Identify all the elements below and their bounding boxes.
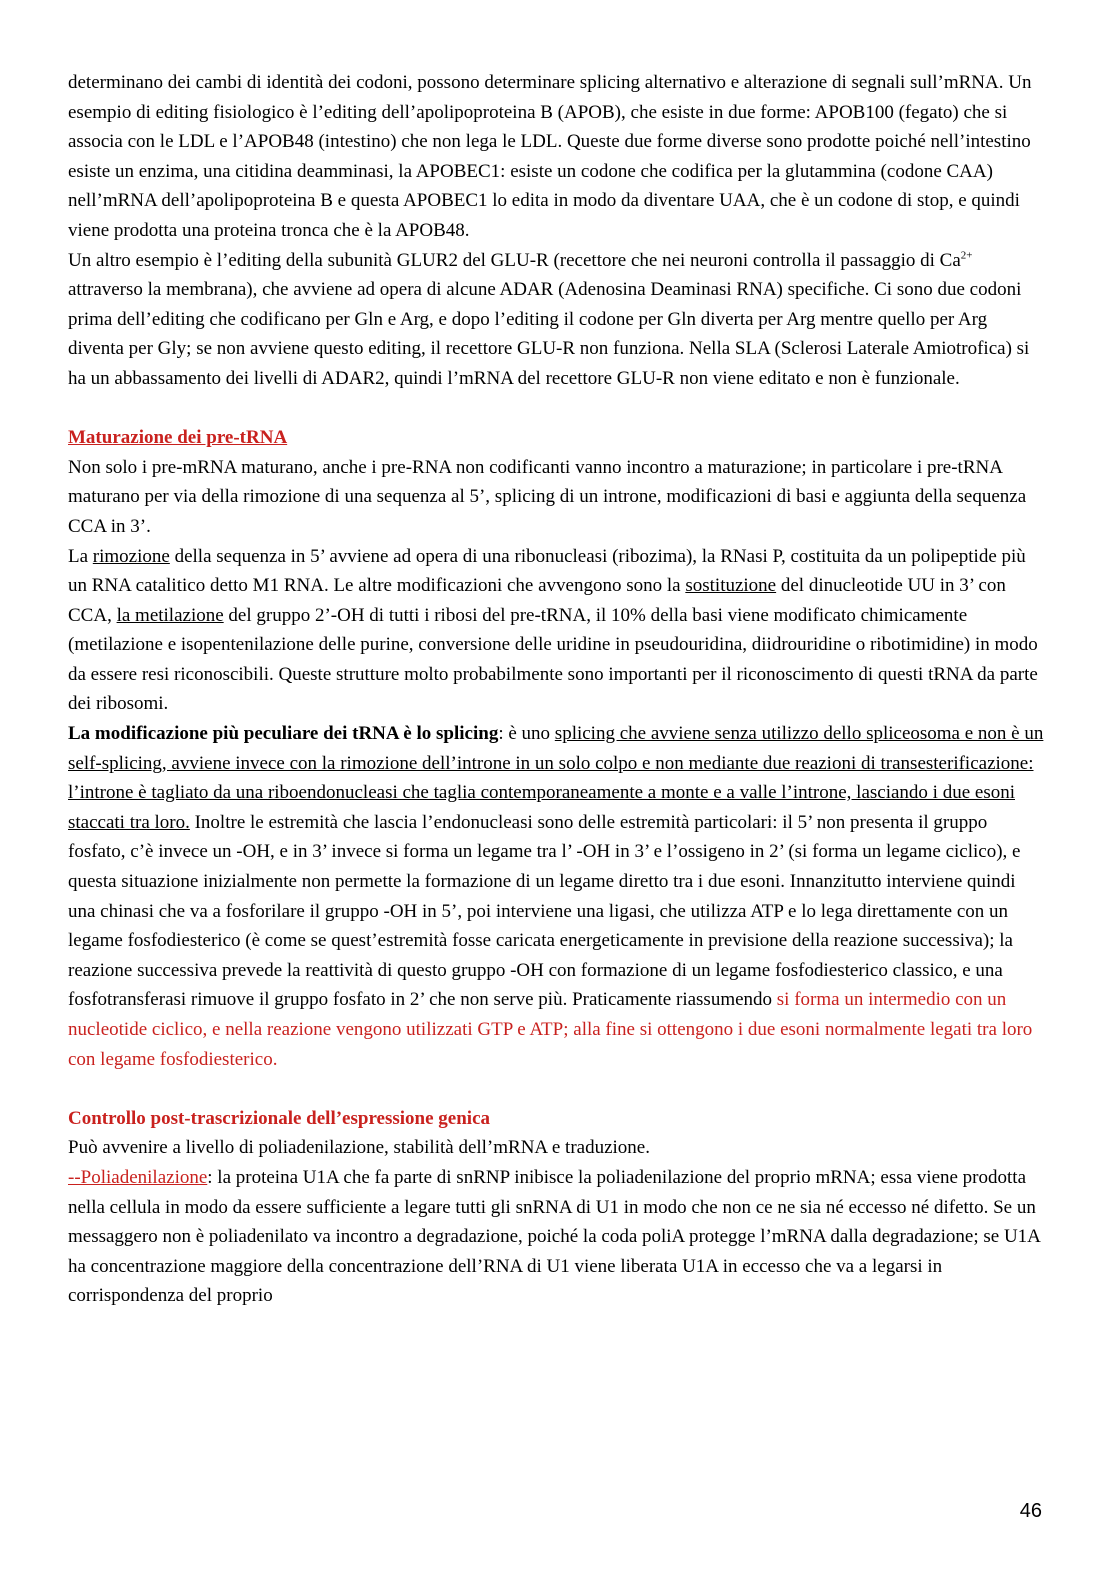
text: Inoltre le estremità che lascia l’endonucleasi sono delle estremità particolari: il 5’ non presenta il gruppo fosfato, c’è invece un -OH, e in 3’ invece si forma un legame tra l’ -OH in 3’ e l’ossigeno in 2’ (si forma un legame ciclico), e questa situazione inizialmente non permette la formazione di un legame diretto tra i due esoni. Innanzitutto interviene quindi una chinasi che va a fosforilare il gruppo -OH in 5’, poi interviene una ligasi, che utilizza ATP e lo lega direttamente con un legame fosfodiesterico (è come se quest’estremità fosse caricata energeticamente in previsione della reazione successiva); la reazione successiva prevede la reattività di questo gruppo -OH con formazione di un legame fosfodiesterico classico, e una fosfotransferasi rimuove il gruppo fosfato in 2’ che non serve più. Praticamente riassumendo — [68, 811, 1021, 1011]
highlighted-summary: si forma un intermedio con un nucleotide ciclico, e nella reazione vengono utilizzati GTP e ATP; alla fine si ottengono i due esoni normalmente legati tra loro con legame fosfodiesterico. — [68, 989, 1033, 1070]
underlined-term-sostituzione: sostituzione — [685, 575, 777, 597]
section-heading-post-transcriptional: Controllo post-trascrizionale dell’espressione genica — [68, 1107, 490, 1129]
section-heading-pre-trna: Maturazione dei pre-tRNA — [68, 427, 288, 449]
underlined-term-rimozione: rimozione — [92, 545, 170, 567]
paragraph-pre-trna-modifications — [68, 542, 1046, 720]
underlined-term-metilazione: la metilazione — [116, 604, 224, 626]
text: della sequenza in 5’ avviene ad opera di una ribonucleasi (ribozima), la RNasi P, costituita da un polipeptide più un RNA catalitico detto M1 RNA. Le altre modificazioni che avvengono sono la — [68, 545, 1026, 597]
document-page — [68, 68, 1046, 1311]
text: del gruppo 2’-OH di tutti i ribosi del pre-tRNA, il 10% della basi viene modificato chimicamente (metilazione e isopentenilazione delle purine, conversione delle uridine in pseudouridina, diidrouridine o ribotimidine) in modo da essere resi riconoscibili. Queste strutture molto probabilmente sono importanti per il riconoscimento di questi tRNA da parte dei ribosomi. — [68, 604, 1038, 715]
paragraph-pre-trna-intro: Non solo i pre-mRNA maturano, anche i pre-RNA non codificanti vanno incontro a maturazione; in particolare i pre-tRNA maturano per via della rimozione di una sequenza al 5’, splicing di un introne, modificazioni di basi e aggiunta della sequenza CCA in 3’. — [68, 456, 1027, 537]
text: : la proteina U1A che fa parte di snRNP inibisce la poliadenilazione del proprio mRNA; essa viene prodotta nella cellula in modo da essere sufficiente a legare tutti gli snRNA di U1 in modo che non ce ne sia né eccesso né difetto. Se un messaggero non è poliadenilato va incontro a degradazione, poiché la coda poliA protegge l’mRNA dalla degradazione; se U1A ha concentrazione maggiore della concentrazione dell’RNA di U1 viene liberata U1A in eccesso che va a legarsi in corrispondenza del proprio — [68, 1166, 1040, 1307]
bold-lead: La modificazione più peculiare dei tRNA è lo splicing — [68, 723, 499, 745]
page-number: 46 — [1019, 1500, 1042, 1522]
text: La — [68, 545, 93, 567]
paragraph-trna-splicing — [68, 719, 1046, 1074]
spacer — [68, 1074, 1046, 1104]
paragraph-apob-editing: determinano dei cambi di identità dei codoni, possono determinare splicing alternativo e alterazione di segnali sull’mRNA. Un esempio di editing fisiologico è l’editing dell’apolipoproteina B (APOB), che esiste in due forme: APOB100 (fegato) che si associa con le LDL e l’APOB48 (intestino) che non lega le LDL. Queste due forme diverse sono prodotte poiché nell’intestino esiste un enzima, una citidina deamminasi, la APOBEC1: esiste un codone che codifica per la glutammina (codone CAA) nell’mRNA dell’apolipoproteina B e questa APOBEC1 lo edita in modo da diventare UAA, che è un codone di stop, e quindi viene prodotta una proteina tronca che è la APOB48. — [68, 72, 1032, 241]
paragraph-post-transcriptional-intro: Può avvenire a livello di poliadenilazione, stabilità dell’mRNA e traduzione. — [68, 1137, 650, 1159]
underlined-passage: splicing che avviene senza utilizzo dello spliceosoma e non è un self-splicing, avviene invece con la rimozione dell’introne in un solo colpo e non mediante due reazioni di transesterificazione: l’introne è tagliato da una riboendonucleasi che taglia contemporaneamente a monte e a valle l’introne, lasciando i due esoni staccati tra loro. — [68, 723, 1044, 833]
text: : è uno — [498, 723, 555, 745]
spacer — [68, 394, 1046, 424]
term-poliadenilazione: --Poliadenilazione — [68, 1166, 208, 1188]
text: del dinucleotide UU in 3’ con CCA, — [68, 575, 1006, 626]
paragraph-polyadenylation — [68, 1163, 1046, 1311]
glur2-text-a: Un altro esempio è l’editing della subunità GLUR2 del GLU-R (recettore che nei neuroni controlla il passaggio di Ca — [68, 249, 961, 271]
glur2-text-b: attraverso la membrana), che avviene ad opera di alcune ADAR (Adenosina Deaminasi RNA) specifiche. Ci sono due codoni prima dell’editing che codificano per Gln e Arg, e dopo l’editing il codone per Gln diverta per Arg mentre quello per Arg diventa per Gly; se non avviene questo editing, il recettore GLU-R non funziona. Nella SLA (Sclerosi Laterale Amiotrofica) si ha un abbassamento dei livelli di ADAR2, quindi l’mRNA del recettore GLU-R non viene editato e non è funzionale. — [68, 279, 1030, 389]
paragraph-glur2-editing — [68, 246, 1046, 394]
calcium-charge: 2+ — [960, 249, 973, 262]
